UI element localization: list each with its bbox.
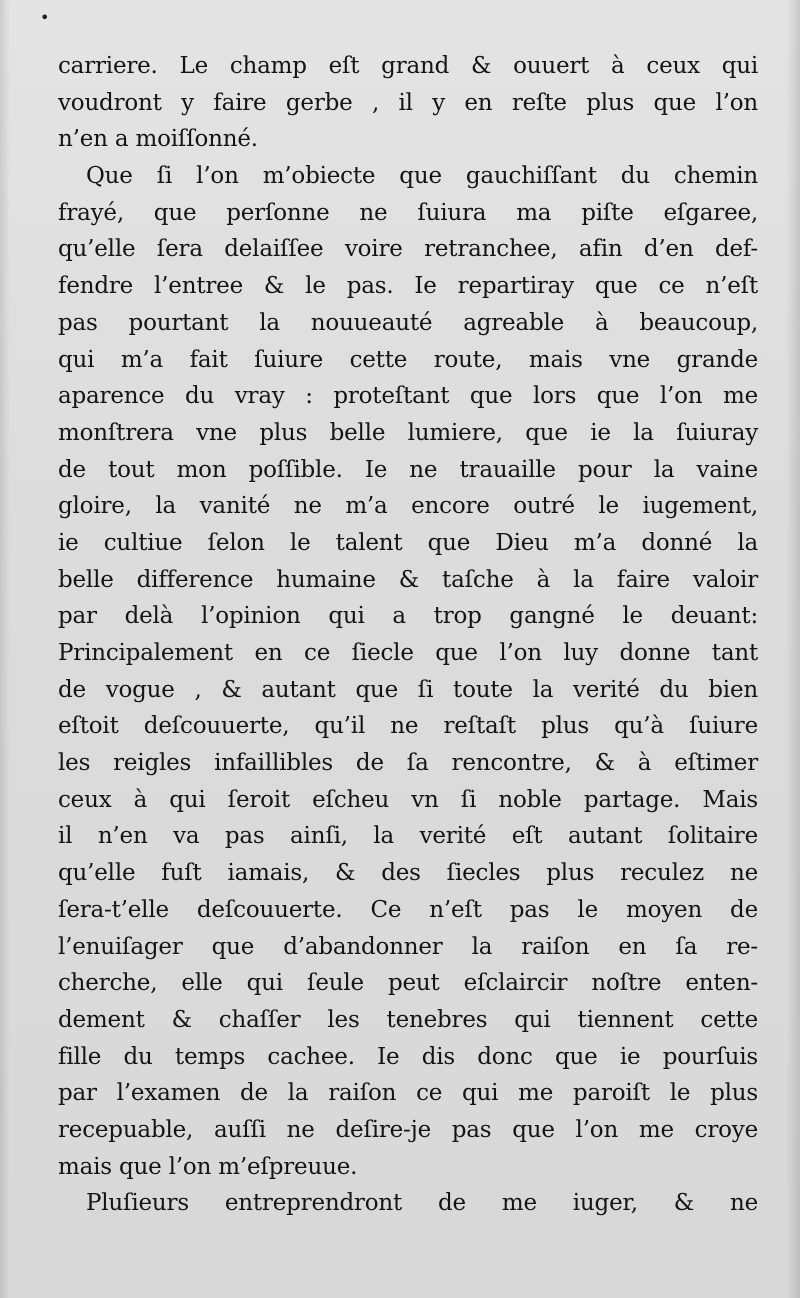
text-line: par delà l’opinion qui a trop gangné le deuant:: [58, 603, 758, 630]
text-line: fendre l’entree & le pas. Ie repartiray que ce n’eſt: [58, 273, 758, 300]
text-line: monſtrera vne plus belle lumiere, que ie la ſuiuray: [58, 419, 758, 446]
text-line: ie cultiue ſelon le talent que Dieu m’a donné la: [58, 529, 758, 556]
text-line: les reigles infaillibles de ſa rencontre, & à eſtimer: [58, 750, 758, 777]
text-line: recepuable, auſſi ne deſire-je pas que l’on me croye: [58, 1116, 758, 1143]
text-line: Principalement en ce ſiecle que l’on luy donne tant: [58, 640, 758, 666]
text-line: pas pourtant la nouueauté agreable à beaucoup,: [58, 309, 758, 336]
text-line: qu’elle fuſt iamais, & des ſiecles plus reculez ne: [58, 860, 758, 887]
corner-mark: •: [40, 8, 50, 27]
text-line: il n’en va pas ainſi, la verité eſt autant ſolitaire: [58, 823, 758, 850]
text-line: l’enuiſager que d’abandonner la raiſon en ſa re-: [58, 933, 758, 960]
text-line: qui m’a fait ſuiure cette route, mais vne grande: [58, 346, 758, 373]
page-right-shadow: [786, 0, 800, 1298]
text-line: n’en a moiſſonné.: [58, 126, 258, 153]
text-line: Que ſi l’on m’obiecte que gauchiſſant du chemin: [86, 163, 758, 190]
text-line: ceux à qui ſeroit eſcheu vn ſi noble partage. Mais: [58, 786, 758, 813]
text-line: belle difference humaine & taſche à la faire valoir: [58, 566, 758, 593]
text-line: qu’elle ſera delaiſſee voire retranchee, afin d’en def-: [58, 236, 758, 263]
text-line: cherche, elle qui ſeule peut eſclaircir noſtre enten-: [58, 970, 758, 997]
page-left-shadow: [0, 0, 10, 1298]
text-line: de tout mon poſſible. Ie ne trauaille pour la vaine: [58, 456, 758, 483]
text-line: de vogue , & autant que ſi toute la verité du bien: [58, 676, 758, 703]
text-line: dement & chaſſer les tenebres qui tiennent cette: [58, 1006, 758, 1033]
text-line: gloire, la vanité ne m’a encore outré le iugement,: [58, 493, 758, 520]
text-line: Pluſieurs entreprendront de me iuger, & ne: [86, 1190, 758, 1217]
text-line: frayé, que perſonne ne ſuiura ma piſte eſgaree,: [58, 199, 758, 226]
text-line: par l’examen de la raiſon ce qui me paroiſt le plus: [58, 1080, 758, 1107]
page-text: [58, 48, 758, 1222]
text-line: ſera-t’elle deſcouuerte. Ce n’eſt pas le moyen de: [58, 896, 758, 923]
text-line: fille du temps cachee. Ie dis donc que ie pourſuis: [58, 1043, 758, 1070]
text-line: mais que l’on m’eſpreuue.: [58, 1153, 358, 1180]
text-line: carriere. Le champ eſt grand & ouuert à ceux qui: [58, 53, 758, 79]
text-line: aparence du vray : proteſtant que lors que l’on me: [58, 383, 758, 410]
text-line: voudront y faire gerbe , il y en reſte plus que l’on: [58, 89, 758, 116]
text-line: eſtoit deſcouuerte, qu’il ne reſtaſt plus qu’à ſuiure: [58, 713, 758, 740]
